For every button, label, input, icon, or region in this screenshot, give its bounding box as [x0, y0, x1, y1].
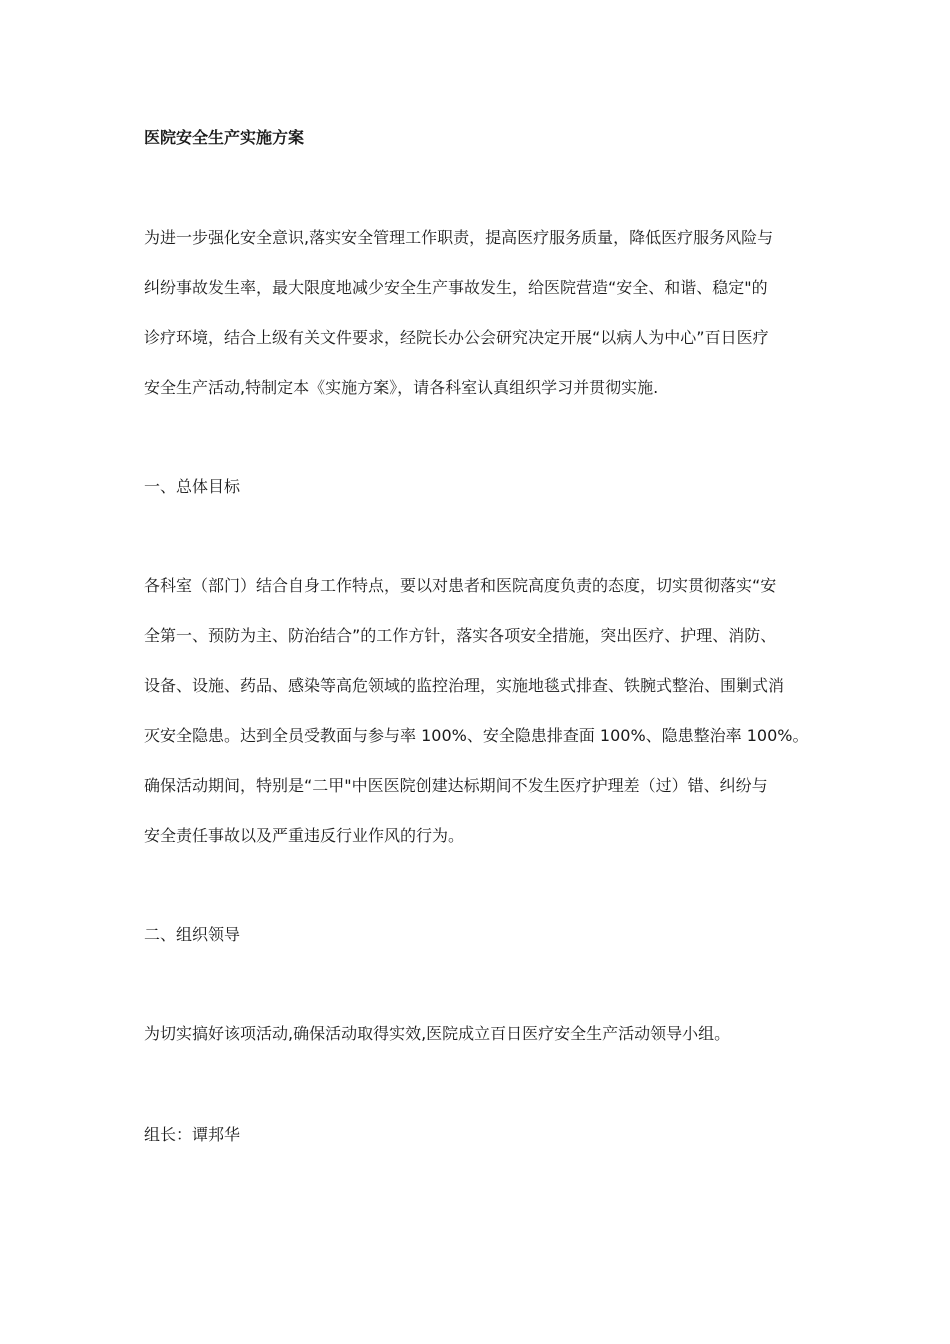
- section1-line: 灭安全隐患。达到全员受教面与参与率 100%、安全隐患排查面 100%、隐患整治率 100%。: [144, 726, 809, 745]
- section1-heading: 一、总体目标: [144, 477, 241, 496]
- section1-line: 各科室（部门）结合自身工作特点，要以对患者和医院高度负责的态度，切实贯彻落实“安: [144, 576, 777, 595]
- section2-paragraph: 为切实搞好该项活动,确保活动取得实效,医院成立百日医疗安全生产活动领导小组。: [144, 1024, 731, 1043]
- section1-line: 全第一、预防为主、防治结合”的工作方针，落实各项安全措施，突出医疗、护理、消防、: [144, 626, 777, 645]
- section1-line: 设备、设施、药品、感染等高危领域的监控治理，实施地毯式排查、铁腕式整治、围剿式消: [144, 676, 785, 695]
- section1-paragraph: [144, 561, 810, 861]
- intro-line: 安全生产活动,特制定本《实施方案》，请各科室认真组织学习并贯彻实施.: [144, 378, 659, 397]
- intro-line: 为进一步强化安全意识,落实安全管理工作职责，提高医疗服务质量，降低医疗服务风险与: [144, 228, 774, 247]
- section1-line: 确保活动期间，特别是“二甲"中医医院创建达标期间不发生医疗护理差（过）错、纠纷与: [144, 776, 768, 795]
- intro-line: 纠纷事故发生率，最大限度地减少安全生产事故发生，给医院营造“安全、和谐、稳定"的: [144, 278, 768, 297]
- document-title: 医院安全生产实施方案: [144, 128, 305, 147]
- intro-line: 诊疗环境，结合上级有关文件要求，经院长办公会研究决定开展“以病人为中心”百日医疗: [144, 328, 769, 347]
- section2-heading: 二、组织领导: [144, 925, 241, 944]
- intro-paragraph: [144, 213, 810, 413]
- leader-line: 组长：谭邦华: [144, 1125, 241, 1144]
- section1-line: 安全责任事故以及严重违反行业作风的行为。: [144, 826, 465, 845]
